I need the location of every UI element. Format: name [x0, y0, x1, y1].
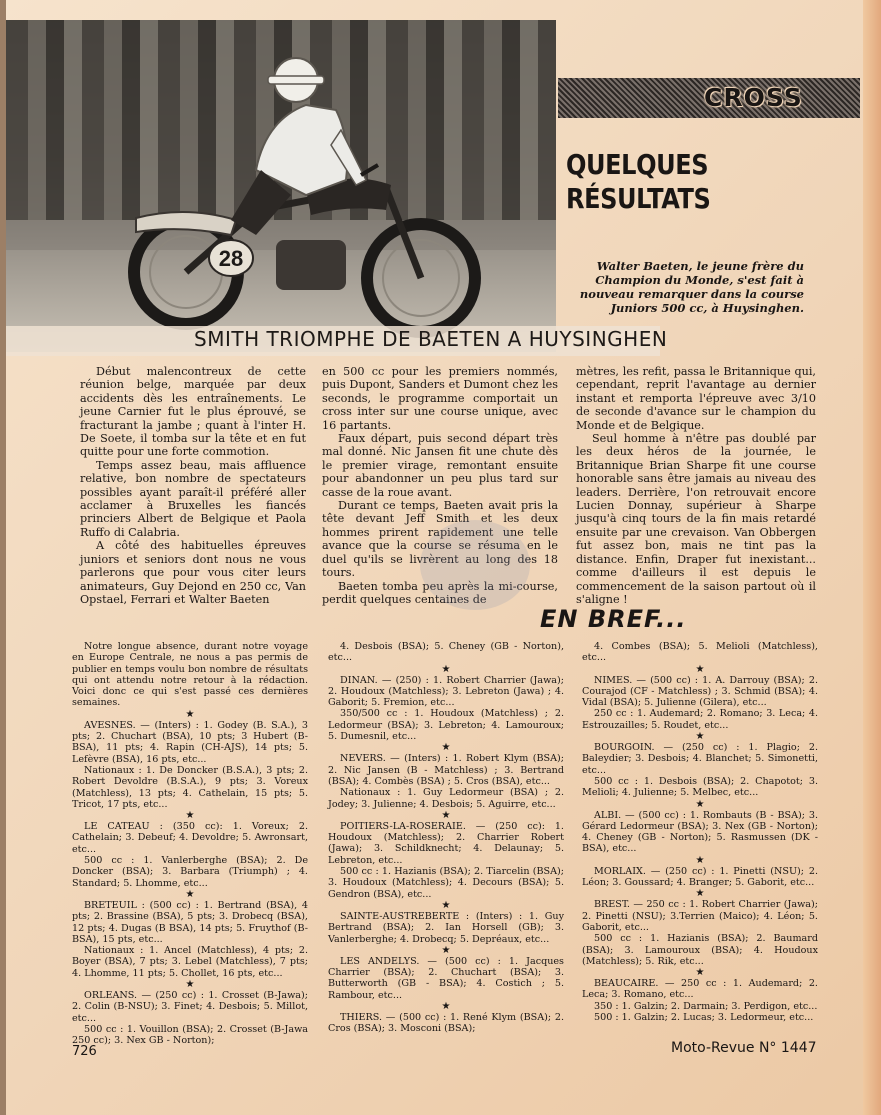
race-photo — [6, 20, 556, 352]
headline-line-1: QUELQUES — [566, 148, 709, 181]
watermark-stamp — [420, 520, 530, 610]
result-entry: ORLEANS. — (250 cc) : 1. Crosset (B-Jawa); 2. Colin (B-NSU); 3. Finet; 4. Desbois; 5. Millot, etc... — [72, 990, 308, 1024]
result-entry: ALBI. — (500 cc) : 1. Rombauts (B - BSA); 3. Gérard Ledormeur (BSA); 3. Nex (GB - Norton); 4. Cheney (GB - Norton); 5. Rasmussen (DK - BSA), etc... — [582, 809, 818, 855]
separator-star-icon: ★ — [695, 967, 705, 979]
results-column-2 — [328, 641, 564, 1035]
result-entry: 500 cc : 1. Vanlerberghe (BSA); 2. De Doncker (BSA); 3. Barbara (Triumph) ; 4. Standard; 5. Lhomme, etc... — [72, 855, 308, 889]
separator-star-icon: ★ — [441, 663, 451, 675]
result-entry: 350 : 1. Galzin; 2. Darmain; 3. Perdigon, etc... — [594, 1000, 818, 1012]
result-entry: 250 cc : 1. Audemard; 2. Romano; 3. Leca; 4. Estrouzailles; 5. Roudet, etc... — [582, 708, 818, 731]
separator-star-icon: ★ — [695, 798, 705, 810]
handlebar — [361, 165, 378, 175]
separator-star-icon: ★ — [185, 708, 195, 720]
separator-star-icon: ★ — [441, 809, 451, 821]
paragraph: en 500 cc pour les premiers nommés, puis Dupont, Sanders et Dumont chez les seconds, le programme comportait un cross inter sur une course unique, avec 16 partants. — [322, 365, 558, 432]
headline — [566, 148, 826, 216]
separator-star-icon: ★ — [695, 854, 705, 866]
separator-star-icon: ★ — [695, 888, 705, 900]
result-entry: BREST. — 250 cc : 1. Robert Charrier (Jawa); 2. Pinetti (NSU); 3.Terrien (Maico); 4. Léon; 5. Gaborit, etc... — [582, 899, 818, 933]
result-entry: 4. Desbois (BSA); 5. Cheney (GB - Norton), etc... — [328, 641, 564, 664]
result-entry: BRETEUIL : (500 cc) : 1. Bertrand (BSA), 4 pts; 2. Brassine (BSA), 5 pts; 3. Drobecq (BSA), 12 pts; 4. Dugas (B BSA), 14 pts; 5. Fruythof (B-BSA), 15 pts, etc... — [72, 899, 308, 945]
result-entry: Nationaux : 1. De Doncker (B.S.A.), 3 pts; 2. Robert Devoldre (B.S.A.), 9 pts; 3. Voreux (Matchless), 13 pts; 4. Cathelain, 15 pts; 5. Tricot, 17 pts, etc... — [72, 764, 308, 810]
paragraph: A côté des habituelles épreuves juniors et seniors dont nous ne vous parlerons que pour vous citer leurs animateurs, Guy Dejond en 250 cc, Van Opstael, Ferrari et Walter Baeten — [80, 539, 306, 606]
result-entry: 500 : 1. Galzin; 2. Lucas; 3. Ledormeur, etc... — [594, 1012, 814, 1024]
section-label: CROSS — [704, 83, 803, 112]
separator-star-icon: ★ — [185, 888, 195, 900]
result-entry: AVESNES. — (Inters) : 1. Godey (B. S.A.), 3 pts; 2. Chuchart (BSA), 10 pts; 3 Hubert (B-BSA), 11 pts; 4. Rapin (CH-AJS), 14 pts; 5. Lefèvre (BSA), 16 pts, etc... — [72, 719, 308, 765]
separator-star-icon: ★ — [441, 899, 451, 911]
result-entry: MORLAIX. — (250 cc) : 1. Pinetti (NSU); 2. Léon; 3. Goussard; 4. Branger; 5. Gaborit, etc... — [582, 865, 818, 889]
result-entry: Notre longue absence, durant notre voyage en Europe Centrale, ne nous a pas permis de publier en temps voulu bon nombre de résultats qui ont attendu notre retour à la rédaction. Voici donc ce qui s'est passé ces dernières semaines. — [72, 641, 308, 709]
paragraph: Temps assez beau, mais affluence relative, bon nombre de spectateurs possibles ayant paraît-il préféré aller acclamer à Bruxelles les fiancés princiers Albert de Belgique et Paola Ruffo di Calabria. — [80, 458, 306, 539]
result-entry: Nationaux : 1. Guy Ledormeur (BSA) ; 2. Jodey; 3. Julienne; 4. Desbois; 5. Aguirre, etc... — [328, 787, 564, 810]
en-bref-heading: EN BREF... — [540, 605, 687, 633]
result-entry: LE CATEAU : (350 cc): 1. Voreux; 2. Cathelain; 3. Debeuf; 4. Devoldre; 5. Awronsart, etc... — [72, 821, 308, 855]
result-entry: Nationaux : 1. Ancel (Matchless), 4 pts; 2. Boyer (BSA), 7 pts; 3. Lebel (Matchless), 7 pts; 4. Lhomme, 11 pts; 5. Chollet, 16 pts, etc... — [72, 945, 308, 979]
paragraph: Seul homme à n'être pas doublé par les deux héros de la journée, le Britannique Brian Sharpe fit une course honorable sans être jamais au niveau des leaders. Derrière, l'on retrouvait encore Lucien Donnay, supérieur à Sharpe jusqu'à cinq tours de la fin mais retardé ensuite par une crevaison. Van Obbergen fut assez bon, mais ne tint pas la distance. Enfin, Draper fut inexistant... comme d'ailleurs il est depuis le commencement de la saison partout où il s'aligne ! — [576, 432, 816, 606]
result-entry: 500 cc : 1. Hazianis (BSA); 2. Baumard (BSA); 3. Lamouroux (BSA); 4. Houdoux (Matchless); 5. Rik, etc... — [582, 933, 818, 967]
magazine-footer — [671, 1040, 817, 1056]
result-entry: POITIERS-LA-ROSERAIE. — (250 cc): 1. Houdoux (Matchless); 2. Charrier Robert (Jawa); 3. Schildknecht; 4. Delaunay; 5. Lebreton, etc... — [328, 820, 564, 866]
result-entry: SAINTE-AUSTREBERTE : (Inters) : 1. Guy Bertrand (BSA); 2. Ian Horsell (GB); 3. Vanlerberghe; 4. Drobecq; 5. Depréaux, etc... — [328, 910, 564, 945]
paragraph: mètres, les refit, passa le Britannique qui, cependant, reprit l'avantage au dernier instant et remporta l'épreuve avec 3/10 de seconde d'avance sur le champion du Monde et de Belgique. — [576, 365, 816, 432]
article-column-3 — [576, 365, 816, 606]
engine — [276, 240, 346, 290]
motorcycle-rider-illustration — [6, 20, 556, 352]
separator-star-icon: ★ — [185, 810, 195, 822]
result-entry: LES ANDELYS. — (500 cc) : 1. Jacques Charrier (BSA); 2. Chuchart (BSA); 3. Butterworth (GB - BSA); 4. Costich ; 5. Rambour, etc... — [328, 955, 564, 1001]
result-entry: 500 cc : 1. Desbois (BSA); 2. Chapotot; 3. Melioli; 4. Julienne; 5. Melbec, etc... — [582, 775, 818, 799]
result-entry: 4. Combes (BSA); 5. Melioli (Matchless), etc... — [582, 641, 818, 664]
separator-star-icon: ★ — [441, 944, 451, 956]
results-column-1 — [72, 641, 308, 1047]
result-entry: 350/500 cc : 1. Houdoux (Matchless) ; 2. Ledormeur (BSA); 3. Lebreton; 4. Lamouroux; 5. Dumesnil, etc... — [328, 708, 564, 743]
magazine-name: Moto-Revue — [671, 1040, 755, 1056]
paragraph: Début malencontreux de cette réunion belge, marquée par deux accidents dès les entraînements. Le jeune Carnier fut le plus éprouvé, se fracturant la jambe ; quant à l'inter H. De Soete, il tomba sur la tête et en fut quitte pour une forte commotion. — [80, 365, 306, 459]
separator-star-icon: ★ — [695, 663, 705, 675]
article-column-1 — [80, 365, 306, 606]
separator-star-icon: ★ — [441, 742, 451, 754]
paragraph: Baeten tomba peu après la mi-course, perdit quelques centaines de — [322, 579, 558, 606]
race-number: 28 — [218, 246, 244, 271]
paragraph: Faux départ, puis second départ très mal donné. Nic Jansen fit une chute dès le premier virage, remontant ensuite pour abandonner un peu plus tard sur casse de la roue avant. — [322, 432, 558, 499]
photo-caption: Walter Baeten, le jeune frère du Champion du Monde, s'est fait à nouveau remarquer dans la course Juniors 500 cc, à Huysinghen. — [579, 259, 804, 315]
result-entry: NEVERS. — (Inters) : 1. Robert Klym (BSA); 2. Nic Jansen (B - Matchless) ; 3. Bertrand (BSA); 4. Combès (BSA) ; 5. Cros (BSA), etc... — [328, 753, 564, 787]
article-title: SMITH TRIOMPHE DE BAETEN A HUYSINGHEN — [194, 327, 668, 351]
separator-star-icon: ★ — [695, 731, 705, 743]
issue-number: N° 1447 — [758, 1040, 817, 1056]
paragraph: Durant ce temps, Baeten avait pris la tête devant Jeff Smith et les deux hommes prirent rapidement une telle avance que la course se résuma en le duel qu'ils se livrèrent au long des 18 tours. — [322, 499, 558, 580]
separator-star-icon: ★ — [441, 1001, 451, 1013]
result-entry: NIMES. — (500 cc) : 1. A. Darrouy (BSA); 2. Courajod (CF - Matchless) ; 3. Schmid (BSA); 4. Vidal (BSA); 5. Julienne (Gilera), etc... — [582, 674, 818, 709]
results-column-3 — [582, 641, 818, 1023]
result-entry: BEAUCAIRE. — 250 cc : 1. Audemard; 2. Leca; 3. Romano, etc... — [582, 978, 818, 1001]
separator-star-icon: ★ — [185, 979, 195, 991]
scan-edge-right — [863, 0, 881, 1115]
result-entry: THIERS. — (500 cc) : 1. René Klym (BSA); 2. Cros (BSA); 3. Mosconi (BSA); — [328, 1012, 564, 1035]
headline-line-2: RÉSULTATS — [566, 182, 711, 215]
result-entry: 500 cc : 1. Hazianis (BSA); 2. Tiarcelin (BSA); 3. Houdoux (Matchless); 4. Decours (BSA); 5. Gendron (BSA), etc... — [328, 866, 564, 900]
page-number: 726 — [72, 1044, 97, 1059]
result-entry: DINAN. — (250) : 1. Robert Charrier (Jawa); 2. Houdoux (Matchless); 3. Lebreton (Jawa) ; 4. Gaborit; 5. Fremion, etc... — [328, 674, 564, 709]
result-entry: BOURGOIN. — (250 cc) : 1. Plagio; 2. Baleydier; 3. Desbois; 4. Blanchet; 5. Simonetti, etc... — [582, 742, 818, 776]
result-entry: 500 cc : 1. Vouillon (BSA); 2. Crosset (B-Jawa 250 cc); 3. Nex GB - Norton); — [72, 1023, 308, 1047]
